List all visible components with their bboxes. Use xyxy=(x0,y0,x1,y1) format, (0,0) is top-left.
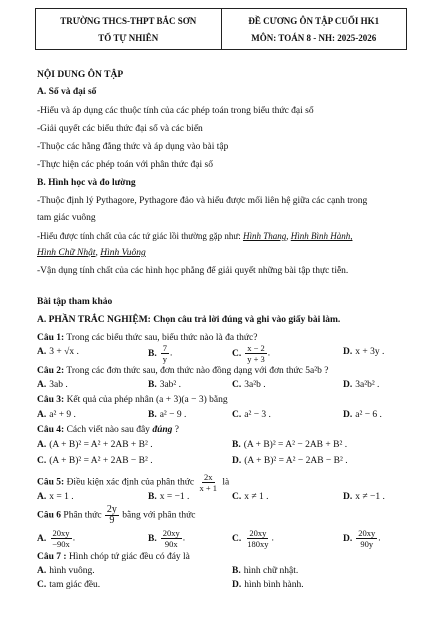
question-text: Kết quả của phép nhân (a + 3)(a − 3) bằng xyxy=(64,395,228,405)
q7-option-c: C. tam giác đều. xyxy=(37,580,101,590)
content-heading: NỘI DUNG ÔN TẬP xyxy=(37,70,124,80)
q5-option-c: C. x ≠ 1 . xyxy=(232,492,269,502)
q5-fraction: $\frac{2x}{x + 1}$ xyxy=(199,472,218,493)
question-text: Phân thức xyxy=(61,510,102,521)
q6-fraction: $\frac{2y}{9}$ xyxy=(106,504,117,526)
question-text-end: là xyxy=(220,477,230,488)
question-4 xyxy=(37,425,179,435)
q5-option-a: A. x = 1 . xyxy=(37,492,74,502)
school-cell xyxy=(36,9,222,49)
link-hinh-vuong: Hình Vuông xyxy=(100,248,146,258)
section-b-title: B. Hình học và đo lường xyxy=(37,178,136,188)
q4-option-b: B. (A + B)² = A² − 2AB + B² . xyxy=(232,440,348,450)
practice-title: Bài tập tham khảo xyxy=(37,297,113,307)
section-a-item-2: -Giải quyết các biểu thức đại số và các biến xyxy=(37,124,203,134)
q5-option-d: D. x ≠ −1 . xyxy=(343,492,385,502)
title-cell xyxy=(222,9,407,49)
question-7 xyxy=(37,552,190,562)
q2-option-d: D. 3a²b² . xyxy=(343,380,380,390)
question-label: Câu 1: xyxy=(37,333,65,343)
question-text: Cách viết nào sau đây xyxy=(64,425,153,435)
section-a-item-4: -Thực hiện các phép toán với phân thức đại số xyxy=(37,160,213,170)
section-b-item-2: -Hiểu được tính chất của các tứ giác lồi thường gặp như: Hình Thang, Hình Bình Hành, xyxy=(37,231,353,241)
link-hinh-binh-hanh: Hình Bình Hành, xyxy=(290,231,353,241)
q1-option-a: A. 3 + √x . xyxy=(37,347,79,357)
q3-option-a: A. a² + 9 . xyxy=(37,410,76,420)
q4-option-a: A. (A + B)² = A² + 2AB + B² . xyxy=(37,440,153,450)
question-label: Câu 7 : xyxy=(37,552,67,562)
question-label: Câu 2: xyxy=(37,366,65,376)
question-2 xyxy=(37,366,328,376)
question-3 xyxy=(37,395,228,405)
q3-option-d: D. a² − 6 . xyxy=(343,410,382,420)
question-text: Điều kiện xác định của phân thức xyxy=(64,477,195,488)
question-text-end: ? xyxy=(172,425,179,435)
part-a-title: A. PHẦN TRẮC NGHIỆM: Chọn câu trả lời đúng và ghi vào giấy bài làm. xyxy=(37,315,341,325)
section-b-item-3: -Vận dụng tính chất của các hình học phẳng để giải quyết những bài tập thực tiễn. xyxy=(37,266,349,276)
header-table xyxy=(35,8,407,50)
q6-option-b: B. $\frac{20xy}{90x}$ . xyxy=(148,528,186,549)
q1-option-d: D. x + 3y . xyxy=(343,347,385,357)
question-text: Trong các biểu thức sau, biểu thức nào là đa thức? xyxy=(64,333,258,343)
question-label: Câu 5: xyxy=(37,477,65,488)
question-text-end: bằng với phân thức xyxy=(119,510,196,521)
q4-option-d: D. (A + B)² = A² − 2AB − B² . xyxy=(232,456,348,466)
question-text: Trong các đơn thức sau, đơn thức nào đồng dạng với đơn thức 5a²b ? xyxy=(64,366,329,376)
q5-option-b: B. x = −1 . xyxy=(148,492,190,502)
q6-option-d: D. $\frac{20xy}{90y}$ . xyxy=(343,528,381,549)
emphasis-text: đúng xyxy=(152,425,173,435)
question-text: Hình chóp tứ giác đều có đáy là xyxy=(66,552,190,562)
q2-option-a: A. 3ab . xyxy=(37,380,68,390)
q3-option-b: B. a² − 9 . xyxy=(148,410,187,420)
q7-option-a: A. hình vuông. xyxy=(37,566,95,576)
section-a-title: A. Số và đại số xyxy=(37,87,97,97)
item-2-prefix: -Hiểu được tính chất của các tứ giác lồi thường gặp như: xyxy=(37,231,243,241)
question-label: Câu 3: xyxy=(37,395,65,405)
q7-option-d: D. hình bình hành. xyxy=(232,580,304,590)
section-b-item-1: -Thuộc định lý Pythagore, Pythagore đảo và hiểu được mối liên hệ giữa các cạnh trong xyxy=(37,196,368,206)
section-a-item-1: -Hiểu và áp dụng các thuộc tính của các phép toán trong biểu thức đại số xyxy=(37,106,314,116)
question-label: Câu 4: xyxy=(37,425,65,435)
link-hinh-thang: Hình Thang xyxy=(242,231,287,241)
question-5 xyxy=(37,472,229,493)
department-name: TỔ TỰ NHIÊN xyxy=(98,32,159,43)
subject-year: MÔN: TOÁN 8 - NH: 2025-2026 xyxy=(251,32,377,43)
q1-option-b: B. $\frac{7}{y}$ . xyxy=(148,343,173,364)
q6-option-a: A. $\frac{20xy}{-90x}$ . xyxy=(37,528,76,549)
q2-option-b: B. 3ab² . xyxy=(148,380,182,390)
question-6 xyxy=(37,505,196,526)
q3-option-c: C. a² − 3 . xyxy=(232,410,271,420)
link-hinh-chu-nhat: Hình Chữ Nhật xyxy=(37,248,96,258)
question-label: Câu 6 xyxy=(37,510,62,521)
question-1 xyxy=(37,333,257,343)
q1-option-c: C. $\frac{x - 2}{y + 3}$ . xyxy=(232,343,271,364)
section-a-item-3: -Thuộc các hằng đẳng thức và áp dụng vào bài tập xyxy=(37,142,229,152)
school-name: TRƯỜNG THCS-THPT BẮC SƠN xyxy=(60,15,197,26)
document-title: ĐỀ CƯƠNG ÔN TẬP CUỐI HK1 xyxy=(248,15,380,26)
q6-option-c: C. $\frac{20xy}{180xy}$ . xyxy=(232,528,274,549)
q4-option-c: C. (A + B)² = A² + 2AB − B² . xyxy=(37,456,153,466)
q2-option-c: C. 3a²b . xyxy=(232,380,266,390)
q7-option-b: B. hình chữ nhật. xyxy=(232,566,299,576)
section-b-item-2-cont: Hình Chữ Nhật, Hình Vuông xyxy=(37,248,146,258)
section-b-item-1-cont: tam giác vuông xyxy=(37,213,96,223)
